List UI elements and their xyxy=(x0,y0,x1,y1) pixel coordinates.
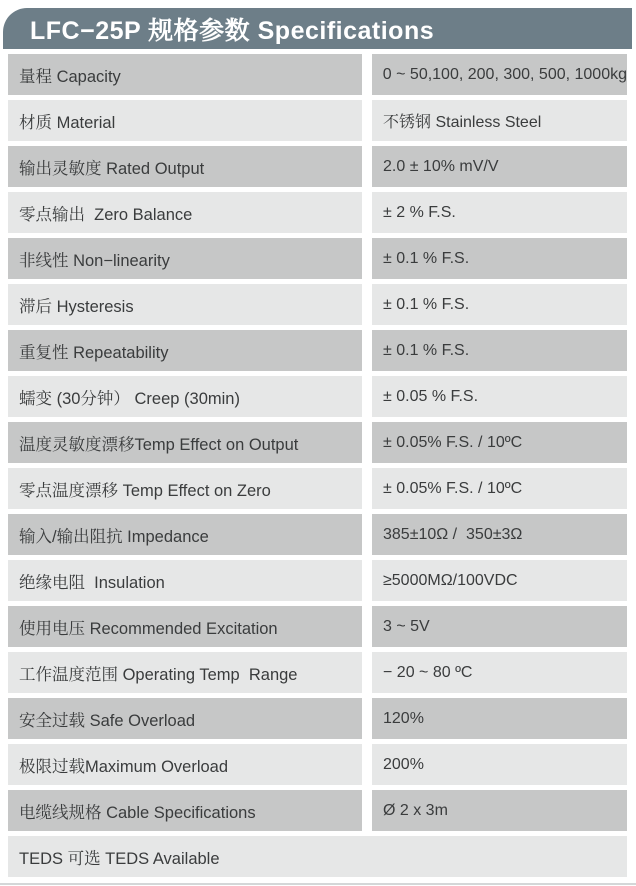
spec-label: TEDS 可选 TEDS Available xyxy=(8,836,627,877)
spec-value: 120% xyxy=(372,698,627,739)
spec-value: 2.0 ± 10% mV/V xyxy=(372,146,627,187)
spec-value: ± 2 % F.S. xyxy=(372,192,627,233)
spec-value: ± 0.1 % F.S. xyxy=(372,330,627,371)
spec-value: 385±10Ω / 350±3Ω xyxy=(372,514,627,555)
spec-label: 工作温度范围 Operating Temp Range xyxy=(8,652,362,693)
spec-label: 零点温度漂移 Temp Effect on Zero xyxy=(8,468,362,509)
spec-label: 滞后 Hysteresis xyxy=(8,284,362,325)
spec-value: ± 0.1 % F.S. xyxy=(372,284,627,325)
spec-label: 重复性 Repeatability xyxy=(8,330,362,371)
spec-value: Ø 2 x 3m xyxy=(372,790,627,831)
bottom-rule xyxy=(0,883,636,885)
spec-value: 3 ~ 5V xyxy=(372,606,627,647)
spec-label: 温度灵敏度漂移Temp Effect on Output xyxy=(8,422,362,463)
spec-value: ≥5000MΩ/100VDC xyxy=(372,560,627,601)
table-row xyxy=(8,376,627,417)
table-row xyxy=(8,100,627,141)
spec-value: ± 0.05% F.S. / 10ºC xyxy=(372,468,627,509)
table-row xyxy=(8,238,627,279)
spec-table xyxy=(8,54,627,882)
table-row xyxy=(8,606,627,647)
table-row xyxy=(8,560,627,601)
table-row xyxy=(8,330,627,371)
table-row xyxy=(8,192,627,233)
table-row xyxy=(8,514,627,555)
spec-label: 零点输出 Zero Balance xyxy=(8,192,362,233)
spec-value: ± 0.1 % F.S. xyxy=(372,238,627,279)
table-row xyxy=(8,744,627,785)
spec-label: 电缆线规格 Cable Specifications xyxy=(8,790,362,831)
spec-value: 不锈钢 Stainless Steel xyxy=(372,100,627,141)
spec-label: 绝缘电阻 Insulation xyxy=(8,560,362,601)
spec-label: 使用电压 Recommended Excitation xyxy=(8,606,362,647)
spec-label: 输出灵敏度 Rated Output xyxy=(8,146,362,187)
table-row xyxy=(8,284,627,325)
spec-label: 非线性 Non−linearity xyxy=(8,238,362,279)
spec-label: 极限过载Maximum Overload xyxy=(8,744,362,785)
table-row xyxy=(8,836,627,877)
spec-label: 输入/输出阻抗 Impedance xyxy=(8,514,362,555)
spec-label: 蠕变 (30分钟） Creep (30min) xyxy=(8,376,362,417)
spec-value: ± 0.05 % F.S. xyxy=(372,376,627,417)
table-row xyxy=(8,652,627,693)
spec-value: 0 ~ 50,100, 200, 300, 500, 1000kg xyxy=(372,54,627,95)
page-title: LFC−25P 规格参数 Specifications xyxy=(30,16,435,45)
table-row xyxy=(8,146,627,187)
spec-value: ± 0.05% F.S. / 10ºC xyxy=(372,422,627,463)
spec-label: 材质 Material xyxy=(8,100,362,141)
spec-value: 200% xyxy=(372,744,627,785)
table-row xyxy=(8,468,627,509)
spec-label: 量程 Capacity xyxy=(8,54,362,95)
header-bar xyxy=(3,8,632,49)
spec-value: − 20 ~ 80 ºC xyxy=(372,652,627,693)
table-row xyxy=(8,422,627,463)
table-row xyxy=(8,54,627,95)
spec-label: 安全过载 Safe Overload xyxy=(8,698,362,739)
table-row xyxy=(8,698,627,739)
table-row xyxy=(8,790,627,831)
